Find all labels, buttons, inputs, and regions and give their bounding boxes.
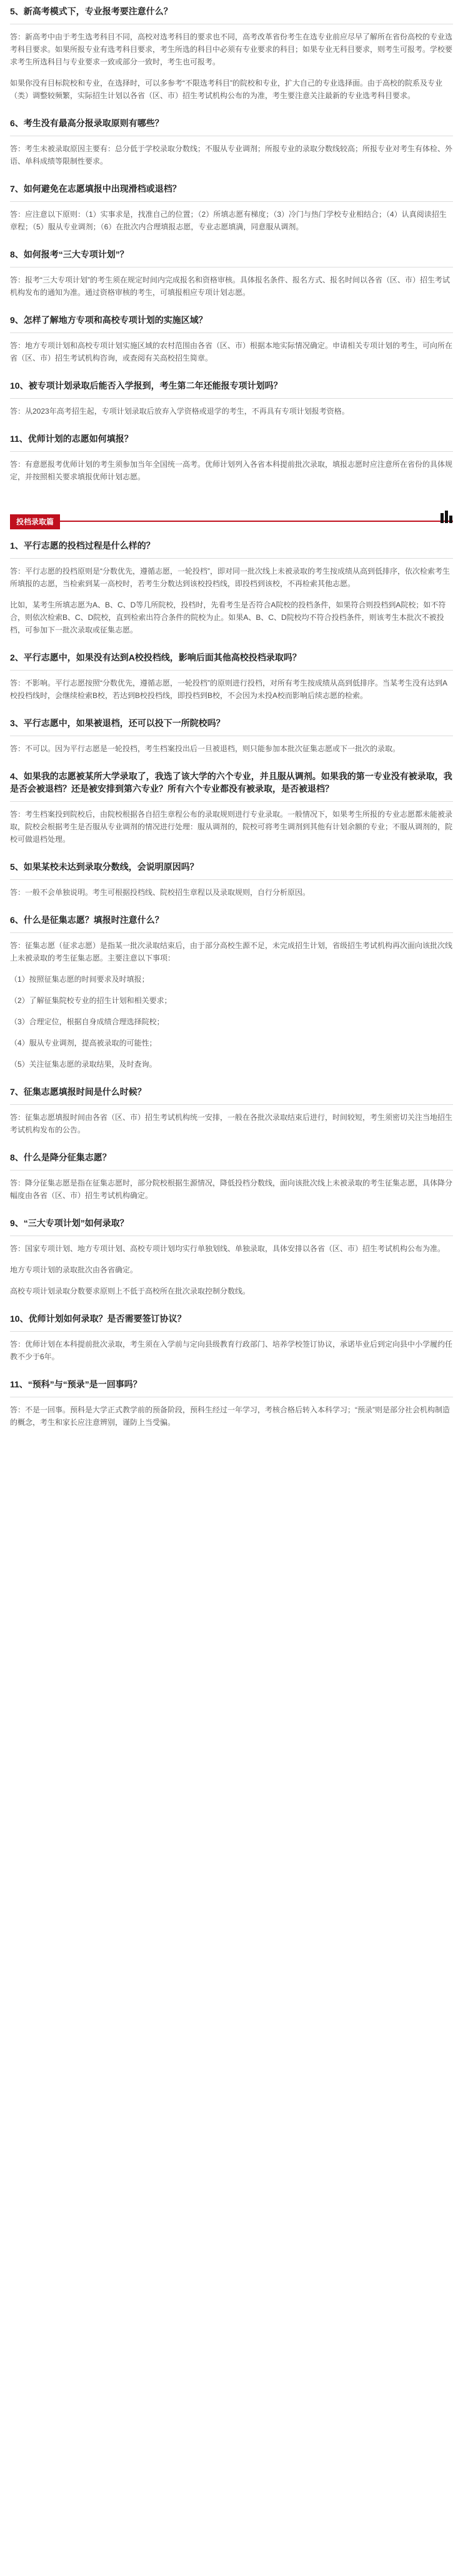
answer-paragraph: 答：平行志愿的投档原则是“分数优先，遵循志愿，一轮投档”，即对同一批次线上未被录取的考生按成绩从高到低排序，依次检索考生所填报的志愿，当检索到某一高校时，若考生分数达到该校投档线，即投档到该校，不再检索其他志愿。 [10, 567, 450, 588]
answer-paragraph: 答：一般不会单独说明。考生可根据投档线、院校招生章程以及录取规则，自行分析原因。 [10, 888, 311, 897]
question-heading: 4、如果我的志愿被某所大学录取了，我选了该大学的六个专业，并且服从调剂。如果我的第一专业没有被录取，我是否会被退档？还是被安排到第六专业？所有六个专业都没有被录取，是否被退档？ [10, 771, 452, 794]
section-title: 投档录取篇 [10, 514, 60, 529]
qa-item [10, 117, 453, 167]
answer-paragraph: 答：不可以。因为平行志愿是一轮投档，考生档案投出后一旦被退档，则只能参加本批次征集志愿或下一批次的录取。 [10, 744, 401, 753]
section-divider [10, 521, 453, 522]
answer-paragraph: 高校专项计划录取分数要求原则上不低于高校所在批次录取控制分数线。 [10, 1287, 251, 1295]
answer-paragraph: 答：地方专项计划和高校专项计划实施区域的农村范围由各省（区、市）根据本地实际情况确定。申请相关专项计划的考生，可向所在省（区、市）招生考试机构咨询，或查阅有关高校招生简章。 [10, 341, 453, 362]
question-heading: 1、平行志愿的投档过程是什么样的？ [10, 541, 155, 551]
qa-item [10, 379, 453, 417]
question-heading: 3、平行志愿中，如果被退档，还可以投下一所院校吗？ [10, 718, 225, 728]
qa-item [10, 182, 453, 233]
answer-paragraph: 答：征集志愿（征求志愿）是指某一批次录取结束后，由于部分高校生源不足，未完成招生计划，省级招生考试机构再次面向该批次线上未被录取的考生征集志愿。主要注意以下事项： [10, 941, 453, 962]
answer-paragraph: 答：降分征集志愿是指在征集志愿时，部分院校根据生源情况，降低投档分数线，面向该批次线上未被录取的考生征集志愿，具体降分幅度由各省（区、市）招生考试机构确定。 [10, 1179, 453, 1200]
bookmark-icon [439, 511, 453, 523]
question-heading: 10、被专项计划录取后能否入学报到，考生第二年还能报专项计划吗？ [10, 381, 282, 391]
question-heading: 7、如何避免在志愿填报中出现滑档或退档？ [10, 184, 181, 194]
answer-paragraph: 答：征集志愿填报时间由各省（区、市）招生考试机构统一安排，一般在各批次录取结束后进行，时间较短，考生须密切关注当地招生考试机构发布的公告。 [10, 1113, 453, 1134]
question-divider [10, 1331, 453, 1332]
question-divider [10, 932, 453, 933]
question-divider [10, 670, 453, 671]
question-divider [10, 332, 453, 333]
question-divider [10, 1104, 453, 1105]
answer-paragraph: 答：应注意以下原则：（1）实事求是，找准自己的位置；（2）所填志愿有梯度；（3）冷门与热门学校专业相结合；（4）认真阅读招生章程；（5）服从专业调剂；（6）在批次内合理填报志愿，专业志愿填满，同意服从调剂。 [10, 210, 447, 231]
question-heading: 8、什么是降分征集志愿？ [10, 1152, 111, 1162]
qa-item [10, 1086, 453, 1136]
qa-item [10, 717, 453, 755]
question-heading: 5、新高考模式下，专业报考要注意什么？ [10, 6, 172, 16]
question-heading: 11、“预科”与“预录”是一回事吗？ [10, 1379, 142, 1389]
answer-paragraph: 比如，某考生所填志愿为A、B、C、D等几所院校，投档时，先看考生是否符合A院校的投档条件，如果符合则投档到A院校；如不符合，则依次检索B、C、D院校，直到检索出符合条件的院校为止。如果A、B、C、D院校均不符合投档条件，则该考生本批次不被投档，可参加下一批次录取或征集志愿。 [10, 601, 446, 634]
answer-paragraph: 答：新高考中由于考生选考科目不同，高校对选考科目的要求也不同，高考改革省份考生在选专业前应尽早了解所在省份高校的专业选考科目要求。如果所报专业有选考科目要求，考生所选的科目中必须有专业要求的科目；如果专业无科目要求，则考生可报考。学校要求考生所选科目与专业要求一致或部分一致时，考生也可报考。 [10, 32, 453, 66]
answer-paragraph: （4）服从专业调剂，提高被录取的可能性； [10, 1039, 157, 1047]
question-heading: 9、“三大专项计划”如何录取？ [10, 1218, 129, 1228]
qa-item [10, 1378, 453, 1429]
answer-paragraph: （2）了解征集院校专业的招生计划和相关要求； [10, 996, 172, 1005]
qa-item [10, 770, 453, 846]
answer-paragraph: 答：不影响。平行志愿按照“分数优先，遵循志愿，一轮投档”的原则进行投档，对所有考生按成绩从高到低排序。当某考生没有达到A校投档线时，会继续检索B校，若达到B校投档线，即投档到B校，不会因为未投A校而影响后续志愿的检索。 [10, 679, 448, 700]
answer-paragraph: 答：从2023年高考招生起，专项计划录取后放弃入学资格或退学的考生，不再具有专项计划报考资格。 [10, 407, 349, 416]
answer-paragraph: 答：国家专项计划、地方专项计划、高校专项计划均实行单独划线、单独录取，具体安排以各省（区、市）招生考试机构公布为准。 [10, 1244, 446, 1253]
question-divider [10, 801, 453, 802]
question-heading: 5、如果某校未达到录取分数线，会说明原因吗？ [10, 862, 199, 872]
qa-item [10, 539, 453, 636]
qa-item [10, 1312, 453, 1363]
answer-paragraph: （5）关注征集志愿的录取结果，及时查询。 [10, 1060, 157, 1069]
answer-paragraph: （3）合理定位，根据自身成绩合理选择院校； [10, 1017, 164, 1026]
question-divider [10, 879, 453, 880]
answer-paragraph: 答：报考“三大专项计划”的考生须在规定时间内完成报名和资格审核。具体报名条件、报名方式、报名时间以各省（区、市）招生考试机构发布的通知为准。通过资格审核的考生，可填报相应专项计划志愿。 [10, 276, 450, 297]
section-header [10, 512, 453, 532]
answer-paragraph: 答：考生档案投到院校后，由院校根据各自招生章程公布的录取规则进行专业录取。一般情况下，如果考生所报的专业志愿都未能被录取，院校会根据考生是否服从专业调剂的情况进行处理：服从调剂的，院校可将考生调剂到其他有计划余额的专业；不服从调剂的，院校可做退档处理。 [10, 810, 453, 844]
answer-paragraph: （1）按照征集志愿的时间要求及时填报； [10, 975, 149, 984]
qa-item [10, 5, 453, 102]
question-heading: 11、优师计划的志愿如何填报？ [10, 434, 133, 444]
question-divider [10, 201, 453, 202]
answer-paragraph: 答：有意愿报考优师计划的考生须参加当年全国统一高考。优师计划列入各省本科提前批次录取，填报志愿时应注意所在省份的具体规定，并按照相关要求填报优师计划志愿。 [10, 460, 453, 481]
question-heading: 6、考生没有最高分报录取原则有哪些？ [10, 118, 164, 128]
qa-item [10, 1151, 453, 1202]
answer-paragraph: 如果你没有目标院校和专业，在选择时，可以多参考“不限选考科目”的院校和专业，扩大自己的专业选择面。由于高校的院系及专业（类）调整较频繁，实际招生计划以各省（区、市）招生考试机构公布的为准，考生要注意关注最新的专业选考科目要求。 [10, 79, 442, 100]
question-divider [10, 558, 453, 559]
article-content [10, 0, 453, 1429]
question-heading: 10、优师计划如何录取？是否需要签订协议？ [10, 1314, 186, 1324]
question-divider [10, 1170, 453, 1171]
question-heading: 6、什么是征集志愿？填报时注意什么？ [10, 915, 164, 925]
qa-item [10, 651, 453, 702]
qa-item [10, 861, 453, 899]
qa-item [10, 1217, 453, 1297]
qa-item [10, 914, 453, 1071]
question-divider [10, 398, 453, 399]
question-heading: 8、如何报考“三大专项计划”？ [10, 249, 129, 259]
qa-item [10, 432, 453, 483]
qa-item [10, 248, 453, 299]
question-heading: 9、怎样了解地方专项和高校专项计划的实施区域？ [10, 315, 207, 325]
qa-item [10, 314, 453, 364]
answer-paragraph: 地方专项计划的录取批次由各省确定。 [10, 1266, 138, 1274]
question-divider [10, 451, 453, 452]
answer-paragraph: 答：考生未被录取原因主要有：总分低于学校录取分数线；不服从专业调剂；所报专业的录取分数线较高；所报专业对考生有体检、外语、单科成绩等限制性要求。 [10, 144, 453, 166]
answer-paragraph: 答：不是一回事。预科是大学正式教学前的预备阶段，预科生经过一年学习，考核合格后转入本科学习；“预录”则是部分社会机构制造的概念，考生和家长应注意辨别，谨防上当受骗。 [10, 1405, 450, 1427]
question-heading: 2、平行志愿中，如果没有达到A校投档线，影响后面其他高校投档录取吗？ [10, 652, 301, 662]
question-heading: 7、征集志愿填报时间是什么时候？ [10, 1087, 146, 1097]
answer-paragraph: 答：优师计划在本科提前批次录取，考生须在入学前与定向县级教育行政部门、培养学校签订协议，承诺毕业后到定向县中小学履约任教不少于6年。 [10, 1340, 453, 1361]
